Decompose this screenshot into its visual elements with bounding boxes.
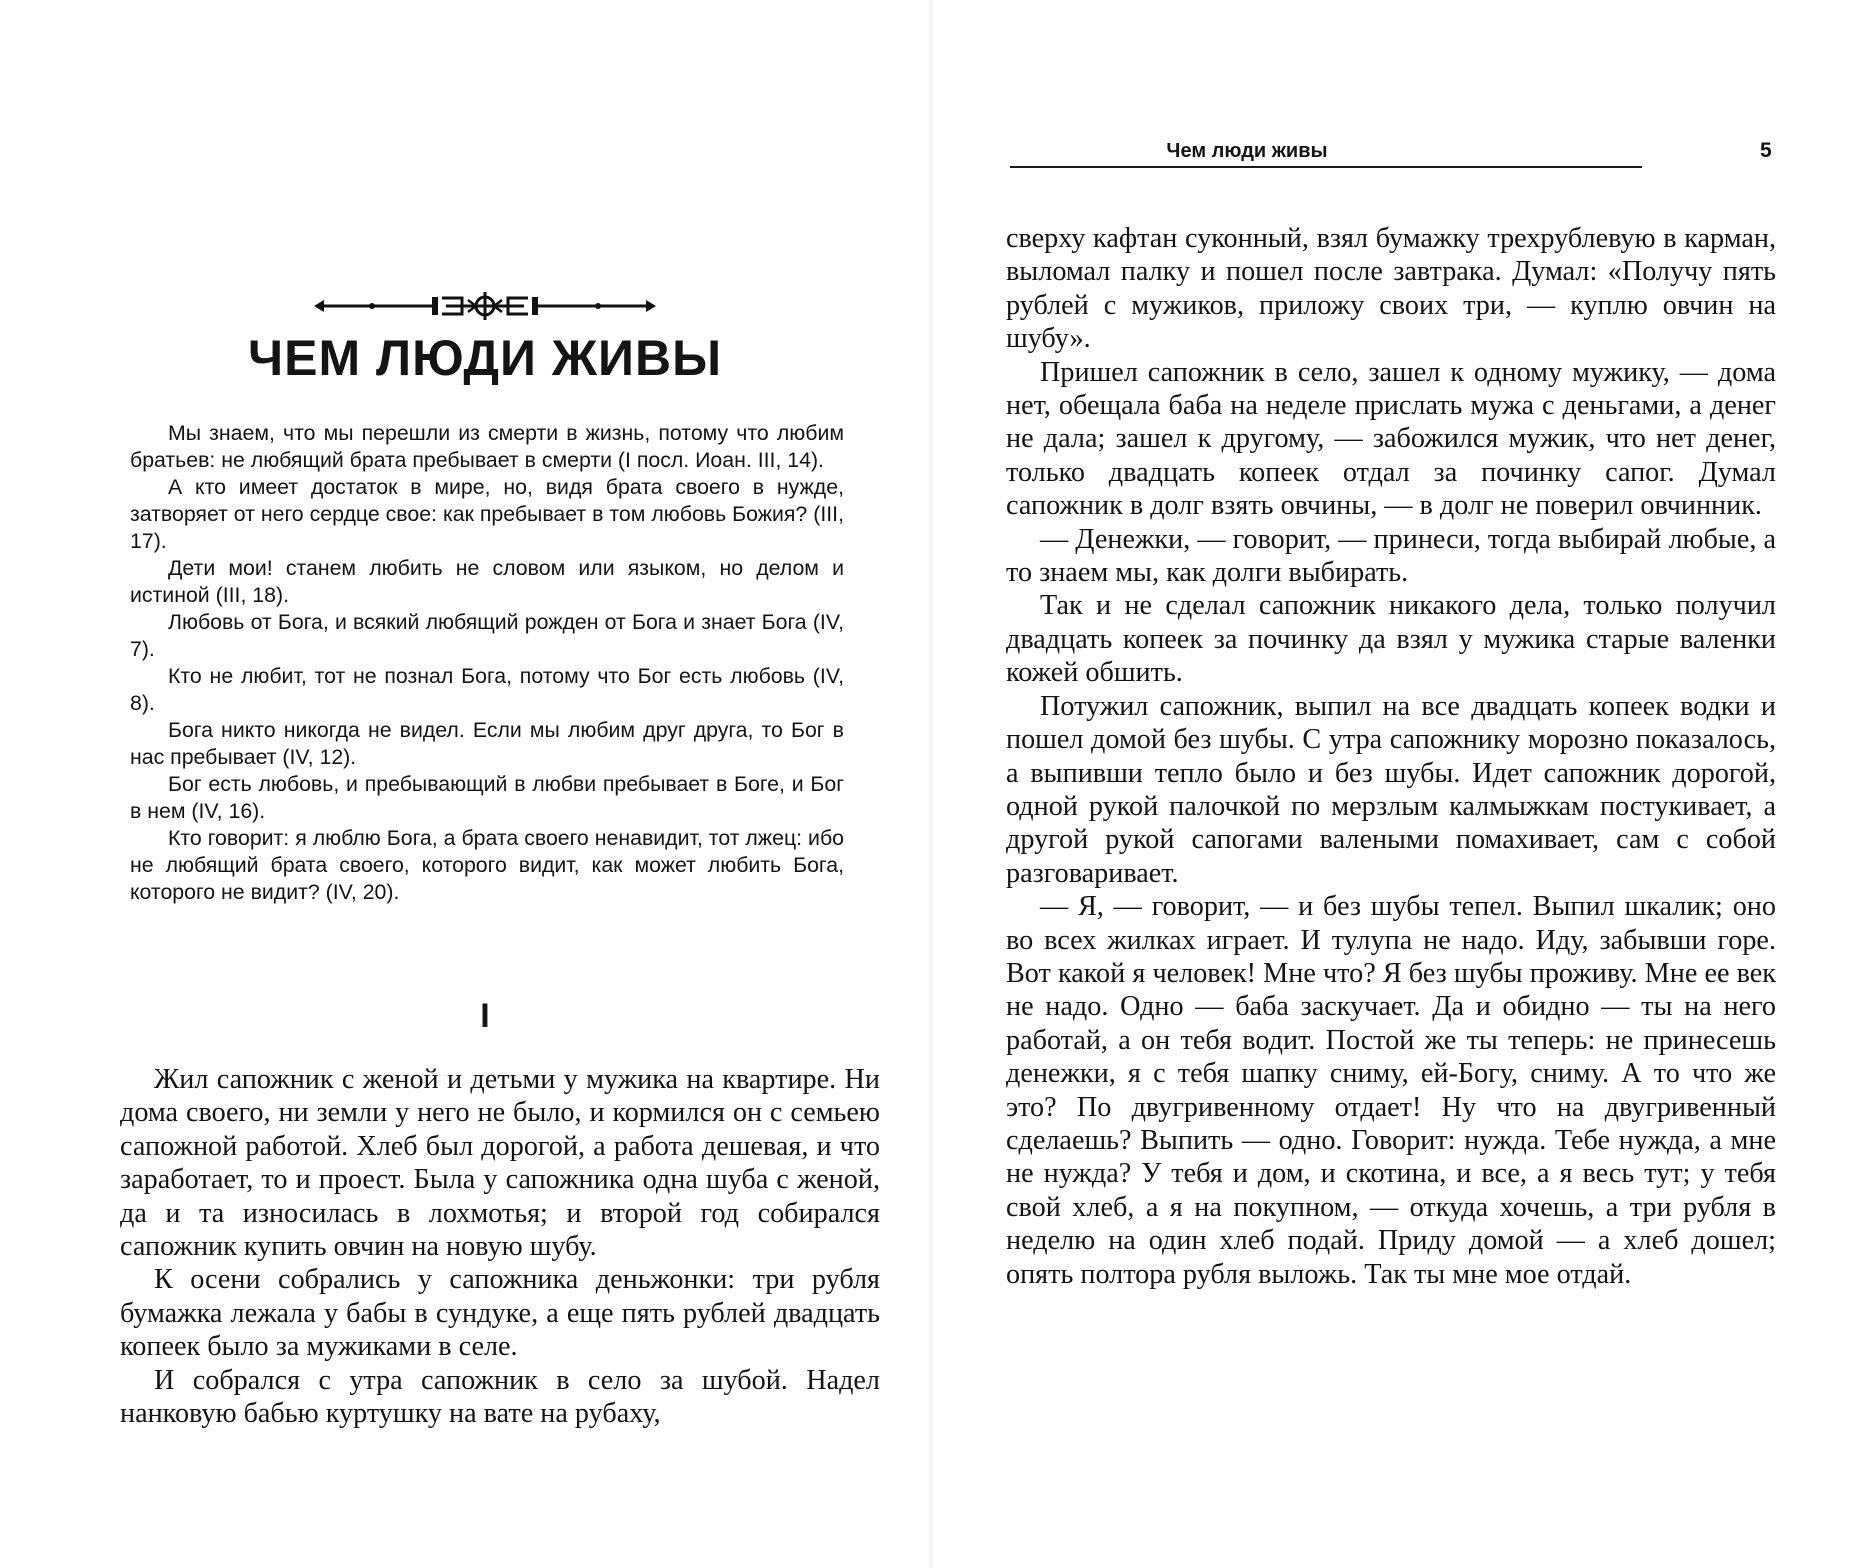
section-numeral: I: [480, 997, 490, 1035]
body-paragraph: — Денежки, — говорит, — принеси, тогда выбирай любые, а то знаем мы, как долги выбирать.: [1006, 523, 1776, 589]
page-number: 5: [1760, 139, 1772, 162]
chapter-title: ЧЕМ ЛЮДИ ЖИВЫ: [247, 330, 723, 386]
left-page: [0, 0, 931, 1568]
epigraph-paragraph: Кто говорит: я люблю Бога, а брата своего ненавидит, тот лжец: ибо не любящий брата своего, которого видит, как может любить Бога, которого не видит? (IV, 20).: [130, 826, 844, 904]
body-paragraph: Потужил сапожник, выпил на все двадцать копеек водки и пошел домой без шубы. С утра сапожнику морозно показалось, а выпивши тепло было и без шубы. Идет сапожник дорогой, одной рукой палочкой по мерзлым калмыжкам постукивает, а другой рукой сапогами валеными помахивает, сам с собой разговаривает.: [1006, 690, 1776, 889]
epigraph-paragraph: Дети мои! станем любить не словом или языком, но делом и истиной (III, 18).: [130, 556, 844, 607]
ornament-icon: [312, 288, 658, 324]
right-body-text: [1006, 222, 1776, 1291]
epigraph-paragraph: А кто имеет достаток в мире, но, видя брата своего в нужде, затворяет от него сердце свое: как пребывает в том любовь Божия? (III, 17).: [130, 475, 844, 553]
running-title: Чем люди живы: [1166, 140, 1328, 162]
body-paragraph: К осени собрались у сапожника деньжонки: три рубля бумажка лежала у бабы в сундуке, а еще пять рублей двадцать копеек было за мужиками в селе.: [120, 1264, 880, 1363]
body-paragraph: И собрался с утра сапожник в село за шубой. Надел нанковую бабью куртушку на вате на рубаху,: [120, 1364, 880, 1430]
continued-paragraph: сверху кафтан суконный, взял бумажку трехрублевую в карман, выломал палку и пошел после завтрака. Думал: «Получу пять рублей с мужиков, приложу своих три, — куплю овчин на шубу».: [1006, 223, 1776, 355]
epigraph-paragraph: Мы знаем, что мы перешли из смерти в жизнь, потому что любим братьев: не любящий брата пребывает в смерти (I посл. Иоан. III, 14).: [130, 421, 844, 472]
epigraph: [130, 420, 844, 906]
body-paragraph: — Я, — говорит, — и без шубы тепел. Выпил шкалик; оно во всех жилках играет. И тулупа не надо. Иду, забывши горе. Вот какой я человек! Мне что? Я без шубы проживу. Мне ее век не надо. Одно — баба заскучает. Да и обидно — ты на него работай, а он тебя водит. Постой же ты теперь: не принесешь денежки, я с тебя шапку сниму, ей-Богу, сниму. А то что же это? По двугривенному отдает! Ну что на двугривенный сделаешь? Выпить — одно. Говорит: нужда. Тебе нужда, а мне не нужда? У тебя и дом, и скотина, и все, а я весь тут; у тебя свой хлеб, а я на покупном, — откуда хочешь, а три рубля в неделю на один хлеб подай. Приду домой — а хлеб дошел; опять полтора рубля выложь. Так ты мне мое отдай.: [1006, 891, 1776, 1290]
left-body-text: [120, 1063, 880, 1430]
body-paragraph: Пришел сапожник в село, зашел к одному мужику, — дома нет, обещала баба на неделе прислать мужа с деньгами, а денег не дала; зашел к другому, — забожился мужик, что нет денег, только двадцать копеек отдал за починку сапог. Думал сапожник в долг взять овчины, — в долг не поверил овчинник.: [1006, 356, 1776, 522]
epigraph-paragraph: Бога никто никогда не видел. Если мы любим друг друга, то Бог в нас пребывает (IV, 12).: [130, 718, 844, 769]
body-paragraph: Так и не сделал сапожник никакого дела, только получил двадцать копеек за починку да взял у мужика старые валенки кожей обшить.: [1006, 590, 1776, 689]
epigraph-paragraph: Любовь от Бога, и всякий любящий рожден от Бога и знает Бога (IV, 7).: [130, 610, 844, 661]
epigraph-paragraph: Кто не любит, тот не познал Бога, потому что Бог есть любовь (IV, 8).: [130, 664, 844, 715]
body-paragraph: Жил сапожник с женой и детьми у мужика на квартире. Ни дома своего, ни земли у него не было, и кормился он с семьею сапожной работой. Хлеб был дорогой, а работа дешевая, и что заработает, то и проест. Была у сапожника одна шуба с женой, да и та износилась в лохмотья; и второй год собирался сапожник купить овчин на новую шубу.: [120, 1064, 880, 1263]
epigraph-paragraph: Бог есть любовь, и пребывающий в любви пребывает в Боге, и Бог в нем (IV, 16).: [130, 772, 844, 823]
header-rule: [1010, 166, 1642, 168]
